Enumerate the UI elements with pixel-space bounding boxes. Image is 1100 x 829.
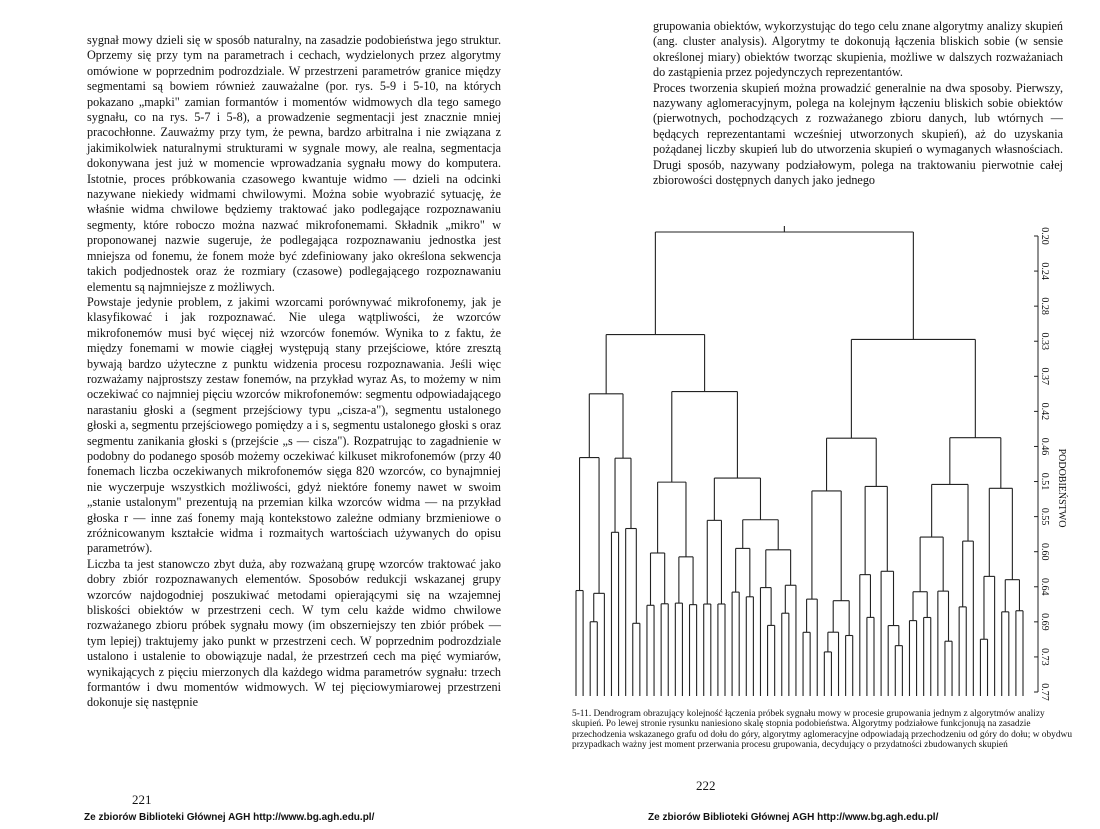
left-paragraph-3: Liczba ta jest stanowczo zbyt duża, aby rozważaną grupę wzorców traktować jako dobry zbiór rozpoznawanych elementów. Sposobów redukcji wskazanej grupy wzorców najdogodniej poszukiwać metodami opierającymi się na wzajemnej bliskości obiektów w przestrzeni cech. W tym celu każde widmo chwilowe rozważanego zbioru próbek sygnału mowy (im obszerniejszy ten zbiór próbek — tym lepiej) traktujemy jako punkt w przestrzeni cech. W poprzednim podrozdziale ustalono i ustalenie to obowiązuje nadal, że przestrzeń cech ma pięć wymiarów, wynikających z pięciu mierzonych dla każdego widma parametrów sygnału: trzech formantów i dwu momentów widmowych. W tej pięciowymiarowej przestrzeni dokonuje się następnie [87, 556, 501, 710]
left-paragraph-1: sygnał mowy dzieli się w sposób naturalny, na zasadzie podobieństwa jego struktur. Oprzemy się przy tym na parametrach i cechach, wydzielonych przez algorytmy omówione w poprzednim podrozdziale. W przestrzeni parametrów granice między segmentami są bowiem również zauważalne (por. rys. 5-9 i 5-10, na których pokazano „mapki" zamian formantów i momentów widmowych dla tego samego sygnału, co na rys. 5-7 i 5-8), a prowadzenie segmentacji jest znacznie mniej pracochłonne. Zauważmy przy tym, że pewna, bardzo arbitralna i nie związana z jakimikolwiek naturalnymi strukturami w sygnale mowy, ale realna, segmentacja dokonywana jest już w momencie wprowadzania sygnału mowy do komputera. Istotnie, proces próbkowania czasowego kwantuje widmo — dzieli na odcinki nazywane niekiedy widmami chwilowymi. Można sobie wyobrazić sytuację, że właśnie widma chwilowe będziemy traktować jako podlegające rozpoznawaniu segmenty, które roboczo można nazwać mikrofonemami. Składnik „mikro" w proponowanej nazwie sugeruje, że podlegająca rozpoznawaniu jednostka jest mniejsza od fonemu, że fonem może być zdefiniowany jako określona sekwencja takich podjednostek oraz że rozmiary (czasowe) podlegającego rozpoznawaniu elementu są najmniejsze z możliwych. [87, 33, 501, 294]
dendrogram-lines [576, 226, 1023, 696]
left-paragraph-2: Powstaje jedynie problem, z jakimi wzorcami porównywać mikrofonemy, jak je klasyfikować i jak rozpoznawać. Nie ulega wątpliwości, że wzorców mikrofonemów musi być więcej niż wzorców fonemów. Wynika to z faktu, że między fonemami w mowie ciągłej występują stany przejściowe, które zresztą bywają bardzo użyteczne z punktu widzenia procesu rozpoznawania. Jeśli więc rozważamy najprostszy zestaw fonemów, na przykład wyraz As, to możemy w nim oczekiwać co najmniej pięciu wzorców mikrofonemów: segmentu odpowiadającego narastaniu głoski a (segment przejściowy typu „cisza-a"), segmentu ustalonego głoski a, segmentu przejściowego pomiędzy a i s, segmentu ustalonego głoski s oraz segmentu zanikania głoski s (przejście „s — cisza"). Rozpatrując to zagadnienie w podobny do podanego sposób możemy oczekiwać kilkuset mikrofonemów (przy 40 fonemach liczba oczekiwanych mikrofonemów sięga 820 wzorców, co bynajmniej nie wyczerpuje wszystkich możliwości, gdyż niektóre fonemy nawet w swoim „stanie ustalonym" prezentują na przemian kilka wzorców widma — na przykład głoska r — inne zaś fonemy mają kontekstowo zależne odmiany brzmieniowe o zróżnicowanym kształcie widma i rozmaitych wartościach używanych do opisu parametrów). [87, 294, 501, 556]
right-page [550, 0, 1100, 829]
left-page-number: 221 [132, 792, 152, 807]
similarity-tick-label: 0.20 [1039, 227, 1050, 245]
similarity-tick-label: 0.42 [1039, 402, 1050, 421]
left-footer: Ze zbiorów Biblioteki Głównej AGH http://www.bg.agh.edu.pl/ [84, 812, 375, 823]
similarity-tick-label: 0.69 [1039, 613, 1050, 631]
similarity-tick-label: 0.24 [1039, 262, 1050, 280]
similarity-tick-label: 0.73 [1039, 648, 1050, 666]
similarity-tick-label: 0.51 [1039, 472, 1050, 491]
figure-caption: 5-11. Dendrogram obrazujący kolejność łączenia próbek sygnału mowy w procesie grupowania jednym z algorytmów analizy skupień. Po lewej stronie rysunku naniesiono skalę stopnia podobieństwa. Algorytmy podziałowe funkcjonują na zasadzie przechodzenia wskazanego grafu od dołu do góry, algorytmy aglomeracyjne odpowiadają przechodzeniu od góry do dołu; w obydwu przypadkach ważny jest moment przerwania procesu grupowania, decydujący o przydatności zbudowanych skupień [572, 709, 1073, 751]
similarity-tick-label: 0.55 [1039, 507, 1050, 526]
similarity-tick-label: 0.28 [1039, 297, 1050, 315]
similarity-tick-label: 0.64 [1039, 578, 1050, 596]
right-page-number: 222 [696, 778, 716, 793]
similarity-tick-label: 0.46 [1039, 437, 1050, 456]
similarity-tick-label: 0.37 [1039, 367, 1050, 386]
similarity-tick-label: 0.77 [1039, 683, 1050, 701]
right-paragraph-2: Proces tworzenia skupień można prowadzić generalnie na dwa sposoby. Pierwszy, nazywany aglomeracyjnym, polega na kolejnym łączeniu bliskich sobie obiektów (pierwotnych, pochodzących z rozważanego zbioru danych, lub wtórnych — będących reprezentantami wcześniej utworzonych skupień), aż do uzyskania pożądanej liczby skupień lub do utworzenia skupień o wymaganych własnościach. Drugi sposób, nazywany podziałowym, polega na traktowaniu pierwotnie całej zbiorowości dostępnych danych jako jednego [653, 80, 1063, 188]
similarity-tick-label: 0.60 [1039, 542, 1050, 561]
left-page-body [87, 33, 501, 711]
right-paragraph-1: grupowania obiektów, wykorzystując do tego celu znane algorytmy analizy skupień (ang. cluster analysis). Algorytmy te dokonują łączenia bliskich sobie (w sensie określonej miary) obiektów tworząc skupienia, możliwe w dalszych rozważaniach do zastąpienia przez pojedynczych reprezentantów. [653, 19, 1063, 80]
similarity-axis-title: PODOBIEŃSTWO [1056, 448, 1067, 528]
right-footer: Ze zbiorów Biblioteki Głównej AGH http://www.bg.agh.edu.pl/ [648, 812, 939, 823]
similarity-scale [1034, 227, 1050, 701]
dendrogram-figure [568, 220, 1070, 705]
similarity-tick-label: 0.33 [1039, 332, 1050, 350]
right-page-body [653, 19, 1063, 188]
